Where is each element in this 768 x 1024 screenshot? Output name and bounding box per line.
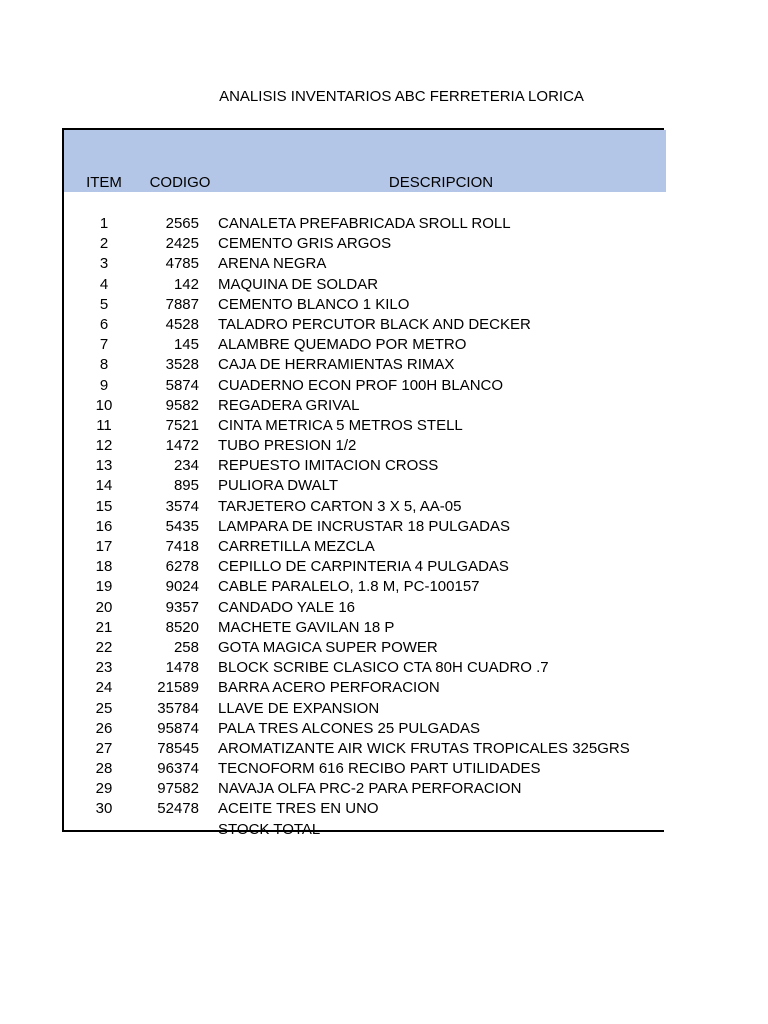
cell-descripcion: CINTA METRICA 5 METROS STELL xyxy=(218,416,463,434)
cell-descripcion: STOCK TOTAL xyxy=(218,820,321,838)
cell-descripcion: NAVAJA OLFA PRC-2 PARA PERFORACION xyxy=(218,780,522,798)
cell-codigo: 9024 xyxy=(165,578,199,596)
cell-item: 27 xyxy=(95,739,113,757)
cell-item: 14 xyxy=(95,477,113,495)
cell-codigo: 145 xyxy=(173,336,199,354)
cell-descripcion: CANALETA PREFABRICADA SROLL ROLL xyxy=(218,215,511,232)
cell-codigo: 3574 xyxy=(165,497,199,515)
table-row xyxy=(64,537,666,557)
cell-descripcion: BARRA ACERO PERFORACION xyxy=(218,679,440,697)
table-row xyxy=(64,759,666,779)
cell-codigo: 97582 xyxy=(157,780,199,798)
cell-codigo: 2425 xyxy=(165,235,199,253)
table-row xyxy=(64,719,666,739)
cell-item: 1 xyxy=(99,215,109,232)
cell-codigo: 52478 xyxy=(157,800,199,818)
cell-codigo: 9582 xyxy=(165,396,199,414)
cell-descripcion: LAMPARA DE INCRUSTAR 18 PULGADAS xyxy=(218,517,511,535)
cell-item: 17 xyxy=(95,538,113,555)
cell-item: 8 xyxy=(99,356,109,374)
header-item: ITEM xyxy=(86,174,122,191)
cell-item: 10 xyxy=(95,396,113,414)
cell-codigo: 7521 xyxy=(165,416,199,434)
cell-item: 26 xyxy=(95,719,113,737)
cell-codigo: 258 xyxy=(173,638,199,656)
table-row xyxy=(64,456,666,476)
cell-item: 24 xyxy=(95,679,113,697)
cell-item: 5 xyxy=(99,295,109,313)
table-row xyxy=(64,658,666,678)
cell-codigo: 7418 xyxy=(165,538,199,555)
table-row xyxy=(64,678,666,698)
table-row xyxy=(64,376,666,396)
cell-item: 25 xyxy=(95,699,113,717)
cell-item: 19 xyxy=(95,578,113,596)
cell-item: 29 xyxy=(95,780,113,798)
table-row xyxy=(64,214,666,234)
table-row xyxy=(64,355,666,375)
cell-codigo: 1472 xyxy=(165,437,199,455)
table-row xyxy=(64,315,666,335)
cell-codigo: 1478 xyxy=(165,659,199,677)
cell-descripcion: CEMENTO BLANCO 1 KILO xyxy=(218,295,410,313)
cell-descripcion: BLOCK SCRIBE CLASICO CTA 80H CUADRO .7 xyxy=(218,659,549,677)
cell-descripcion: REGADERA GRIVAL xyxy=(218,396,360,414)
cell-descripcion: TALADRO PERCUTOR BLACK AND DECKER xyxy=(218,315,531,333)
cell-descripcion: CEPILLO DE CARPINTERIA 4 PULGADAS xyxy=(218,558,509,576)
cell-descripcion: TARJETERO CARTON 3 X 5, AA-05 xyxy=(218,497,462,515)
cell-item: 6 xyxy=(99,315,109,333)
header-row xyxy=(64,130,666,192)
table-row xyxy=(64,779,666,799)
cell-item: 18 xyxy=(95,558,113,576)
cell-descripcion: MAQUINA DE SOLDAR xyxy=(218,275,379,293)
cell-codigo: 6278 xyxy=(165,558,199,576)
cell-item: 16 xyxy=(95,517,113,535)
cell-item: 21 xyxy=(95,618,113,636)
table-row xyxy=(64,476,666,496)
cell-codigo: 35784 xyxy=(157,699,199,717)
cell-item: 28 xyxy=(95,760,113,778)
table-row xyxy=(64,799,666,819)
table-row xyxy=(64,557,666,577)
table-row xyxy=(64,820,666,840)
cell-descripcion: CEMENTO GRIS ARGOS xyxy=(218,235,392,253)
cell-descripcion: CARRETILLA MEZCLA xyxy=(218,538,375,555)
cell-codigo: 3528 xyxy=(165,356,199,374)
cell-codigo: 78545 xyxy=(157,739,199,757)
table-row xyxy=(64,618,666,638)
cell-item: 22 xyxy=(95,638,113,656)
table-row xyxy=(64,638,666,658)
cell-descripcion: GOTA MAGICA SUPER POWER xyxy=(218,638,438,656)
cell-codigo: 4785 xyxy=(165,255,199,273)
cell-codigo: 4528 xyxy=(165,315,199,333)
cell-item: 11 xyxy=(96,416,112,434)
table-row xyxy=(64,739,666,759)
cell-item: 7 xyxy=(99,336,109,354)
table-row xyxy=(64,234,666,254)
table-row xyxy=(64,436,666,456)
header-codigo: CODIGO xyxy=(149,174,211,191)
page-title: ANALISIS INVENTARIOS ABC FERRETERIA LORICA xyxy=(219,88,584,105)
table-row xyxy=(64,396,666,416)
table-row xyxy=(64,416,666,436)
cell-descripcion: CANDADO YALE 16 xyxy=(218,598,355,616)
table-row xyxy=(64,699,666,719)
cell-descripcion: CAJA DE HERRAMIENTAS RIMAX xyxy=(218,356,455,374)
cell-item: 4 xyxy=(99,275,109,293)
cell-descripcion: MACHETE GAVILAN 18 P xyxy=(218,618,395,636)
table-row xyxy=(64,254,666,274)
cell-codigo: 142 xyxy=(173,275,199,293)
cell-item: 30 xyxy=(95,800,113,818)
cell-codigo: 21589 xyxy=(157,679,199,697)
cell-descripcion: PALA TRES ALCONES 25 PULGADAS xyxy=(218,719,481,737)
table-row xyxy=(64,335,666,355)
cell-codigo: 895 xyxy=(173,477,199,495)
cell-codigo: 2565 xyxy=(165,215,199,232)
table-row xyxy=(64,577,666,597)
cell-descripcion: REPUESTO IMITACION CROSS xyxy=(218,457,439,475)
inventory-table xyxy=(62,128,664,838)
cell-descripcion: TUBO PRESION 1/2 xyxy=(218,437,357,455)
cell-item: 15 xyxy=(95,497,113,515)
cell-codigo: 5435 xyxy=(165,517,199,535)
cell-codigo: 234 xyxy=(173,457,199,475)
cell-codigo: 8520 xyxy=(165,618,199,636)
table-row xyxy=(64,497,666,517)
cell-descripcion: AROMATIZANTE AIR WICK FRUTAS TROPICALES 325GRS xyxy=(218,739,630,757)
cell-descripcion: ALAMBRE QUEMADO POR METRO xyxy=(218,336,467,354)
header-descripcion: DESCRIPCION xyxy=(388,174,494,191)
cell-descripcion: ARENA NEGRA xyxy=(218,255,327,273)
cell-item: 2 xyxy=(99,235,109,253)
cell-codigo: 96374 xyxy=(157,760,199,778)
table-row xyxy=(64,275,666,295)
cell-item: 12 xyxy=(95,437,113,455)
cell-codigo: 7887 xyxy=(165,295,199,313)
cell-descripcion: PULIORA DWALT xyxy=(218,477,339,495)
cell-item: 20 xyxy=(95,598,113,616)
cell-descripcion: LLAVE DE EXPANSION xyxy=(218,699,380,717)
cell-codigo: 5874 xyxy=(165,376,199,394)
table-row xyxy=(64,598,666,618)
table-row xyxy=(64,517,666,537)
cell-item: 23 xyxy=(95,659,113,677)
table-row xyxy=(64,295,666,315)
cell-descripcion: TECNOFORM 616 RECIBO PART UTILIDADES xyxy=(218,760,541,778)
cell-item: 9 xyxy=(99,376,109,394)
cell-codigo: 9357 xyxy=(165,598,199,616)
cell-descripcion: CUADERNO ECON PROF 100H BLANCO xyxy=(218,376,504,394)
cell-descripcion: CABLE PARALELO, 1.8 M, PC-100157 xyxy=(218,578,480,596)
cell-item: 3 xyxy=(99,255,109,273)
cell-item: 13 xyxy=(95,457,113,475)
cell-descripcion: ACEITE TRES EN UNO xyxy=(218,800,379,818)
cell-codigo: 95874 xyxy=(157,719,199,737)
table-body xyxy=(64,214,666,840)
